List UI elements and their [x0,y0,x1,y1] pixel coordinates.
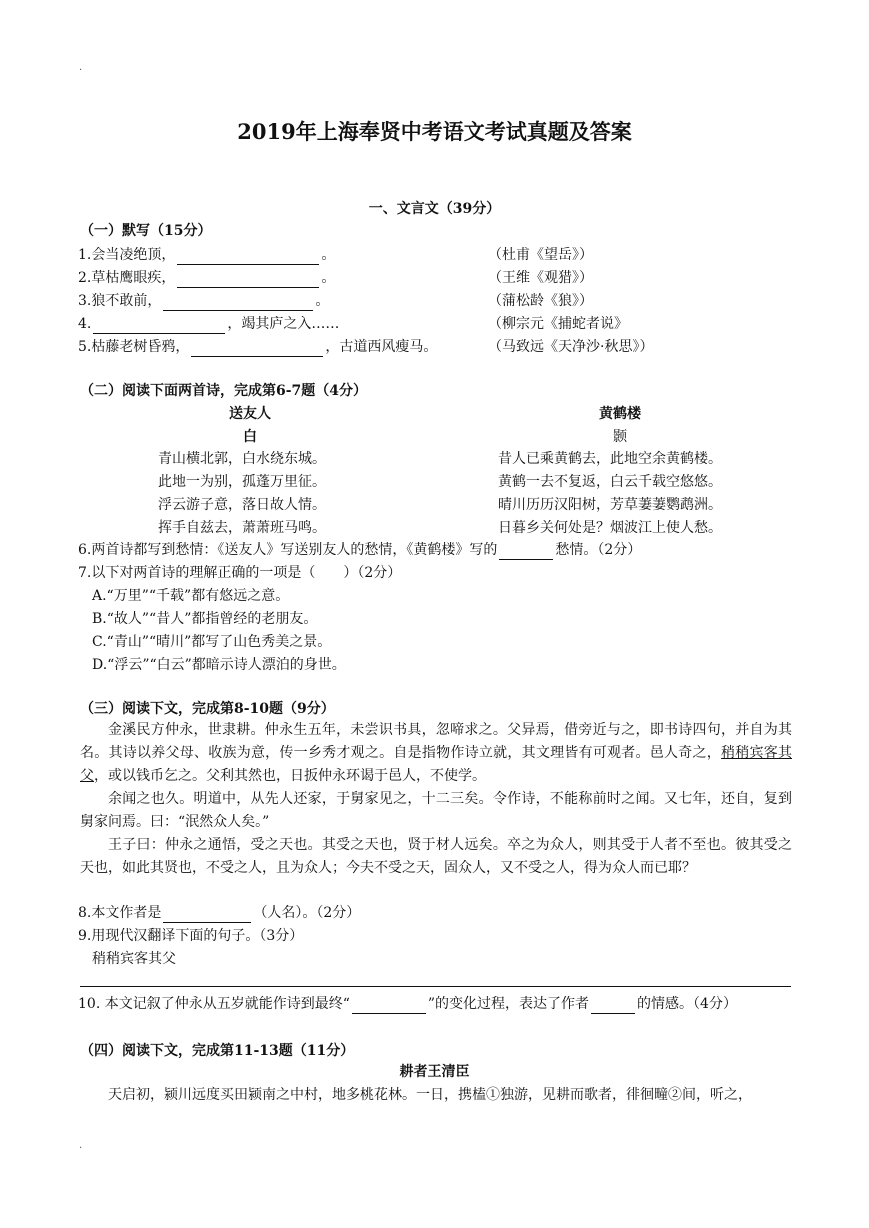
question-6-suffix: 愁情。（2分） [555,542,642,558]
passage-paragraph-4: 天启初，颍川远度买田颍南之中村，地多桃花林。一日，携榼①独游，见耕而歌者，徘徊疃②间，听之， [108,1087,752,1103]
dictation-pre: 1.会当凌绝顶， [78,247,176,263]
part3-heading: （三）阅读下文，完成第8-10题（9分） [80,701,335,717]
option-a: A.“万里”“千载”都有悠远之意。 [92,588,290,604]
poem1-line-1: 青山横北郭，白水绕东城。 [158,451,326,467]
part2-heading: （二）阅读下面两首诗，完成第6-7题（4分） [80,383,368,399]
question-9: 9.用现代汉翻译下面的句子。（3分） [78,928,304,944]
passage-text: 金溪民方仲永，世隶耕。仲永生五年，未尝识书具，忽啼求之。父异焉，借旁近与之，即书诗四句，并自为其名。其诗以养父母、收族为意，传一乡秀才观之。自是指物作诗立就，其文理皆有可观者。邑人奇之， [80,722,792,761]
answer-blank[interactable] [499,545,553,560]
poem2-line-2: 黄鹤一去不复返，白云千载空悠悠。 [498,474,722,490]
dictation-item-5 [78,337,437,357]
poem1-line-4: 挥手自兹去，萧萧班马鸣。 [158,520,326,536]
footer-mark: . [79,1140,83,1151]
dictation-source-3: （蒲松龄《狼》） [488,293,593,309]
passage-paragraph-1 [80,719,792,788]
dictation-post: 。 [321,270,336,286]
section-heading: 一、文言文（39分） [368,201,501,217]
question-8-text: 8.本文作者是 [78,905,162,921]
passage-paragraph-3: 王子曰：仲永之通悟，受之天也。其受之天也，贤于材人远矣。卒之为众人，则其受于人者不至也。彼其受之天也，如此其贤也，不受之人，且为众人；今夫不受之天，固众人，又不受之人，得为众人而已耶？ [80,837,792,876]
question-10-text: ”的变化过程，表达了作者 [427,996,590,1012]
dictation-item-3 [78,291,329,311]
passage-text: ，或以钱币乞之。父利其然也，日扳仲永环谒于邑人，不使学。 [94,768,486,784]
question-10 [78,994,737,1014]
dictation-item-2 [78,268,335,288]
dictation-pre: 2.草枯鹰眼疾， [78,270,176,286]
answer-blank[interactable] [191,342,323,357]
question-6 [78,540,641,560]
option-d: D.“浮云”“白云”都暗示诗人漂泊的身世。 [92,657,346,673]
poem1-title: 送友人 [229,406,271,422]
dictation-pre: 5.枯藤老树昏鸦， [78,339,190,355]
underlined-sentence: 稍稍宾客其父 [80,745,793,784]
question-8 [78,903,360,923]
question-9-sentence: 稍稍宾客其父 [92,951,176,967]
poem1-author: 白 [243,429,257,445]
dictation-post: 。 [321,247,336,263]
dictation-pre: 4. [78,316,92,332]
dictation-post: 。 [315,293,330,309]
passage-paragraph-2: 余闻之也久。明道中，从先人还家，于舅家见之，十二三矣。令作诗，不能称前时之闻。又七年，还自，复到舅家问焉。曰：“泯然众人矣。” [80,791,792,830]
dictation-source-2: （王维《观猎》） [488,270,593,286]
dictation-item-4 [78,314,339,334]
answer-blank[interactable] [352,999,426,1014]
answer-blank[interactable] [177,273,319,288]
dictation-item-1 [78,245,335,265]
dictation-source-1: （杜甫《望岳》） [488,247,593,263]
question-7: 7.以下对两首诗的理解正确的一项是（ ）（2分） [78,565,402,581]
part1-heading: （一）默写（15分） [80,223,212,239]
dictation-source-5: （马致远《天净沙·秋思》） [488,339,654,355]
poem2-line-3: 晴川历历汉阳树，芳草萋萋鹦鹉洲。 [498,497,722,513]
answer-blank[interactable] [591,999,635,1014]
passage-title: 耕者王清臣 [399,1064,470,1080]
dictation-source-4: （柳宗元《捕蛇者说》 [488,316,628,332]
poem2-line-4: 日暮乡关何处是？烟波江上使人愁。 [498,520,722,536]
poem1-line-3: 浮云游子意，落日故人情。 [158,497,326,513]
answer-blank[interactable] [93,319,225,334]
poem1-line-2: 此地一为别，孤蓬万里征。 [158,474,326,490]
poem2-line-1: 昔人已乘黄鹤去，此地空余黄鹤楼。 [498,451,722,467]
answer-blank[interactable] [177,250,319,265]
header-mark: . [79,62,83,73]
answer-blank[interactable] [163,296,313,311]
answer-blank[interactable] [163,908,251,923]
page-title: 2019年上海奉贤中考语文考试真题及答案 [237,119,632,144]
dictation-post: ，竭其庐之入…… [227,316,340,332]
option-b: B.“故人”“昔人”都指曾经的老朋友。 [92,611,318,627]
question-10-text: 10. 本文记叙了仲永从五岁就能作诗到最终“ [78,996,350,1012]
answer-line[interactable] [80,986,791,987]
dictation-pre: 3.狼不敢前， [78,293,162,309]
question-6-text: 6.两首诗都写到愁情：《送友人》写送别友人的愁情，《黄鹤楼》写的 [78,542,498,558]
question-8-suffix: （人名）。（2分） [253,905,361,921]
part4-heading: （四）阅读下文，完成第11-13题（11分） [80,1043,355,1059]
dictation-post: ，古道西风瘦马。 [325,339,438,355]
question-10-suffix: 的情感。（4分） [637,996,737,1012]
poem2-author: 颢 [613,429,627,445]
poem2-title: 黄鹤楼 [599,406,641,422]
option-c: C.“青山”“晴川”都写了山色秀美之景。 [92,634,332,650]
